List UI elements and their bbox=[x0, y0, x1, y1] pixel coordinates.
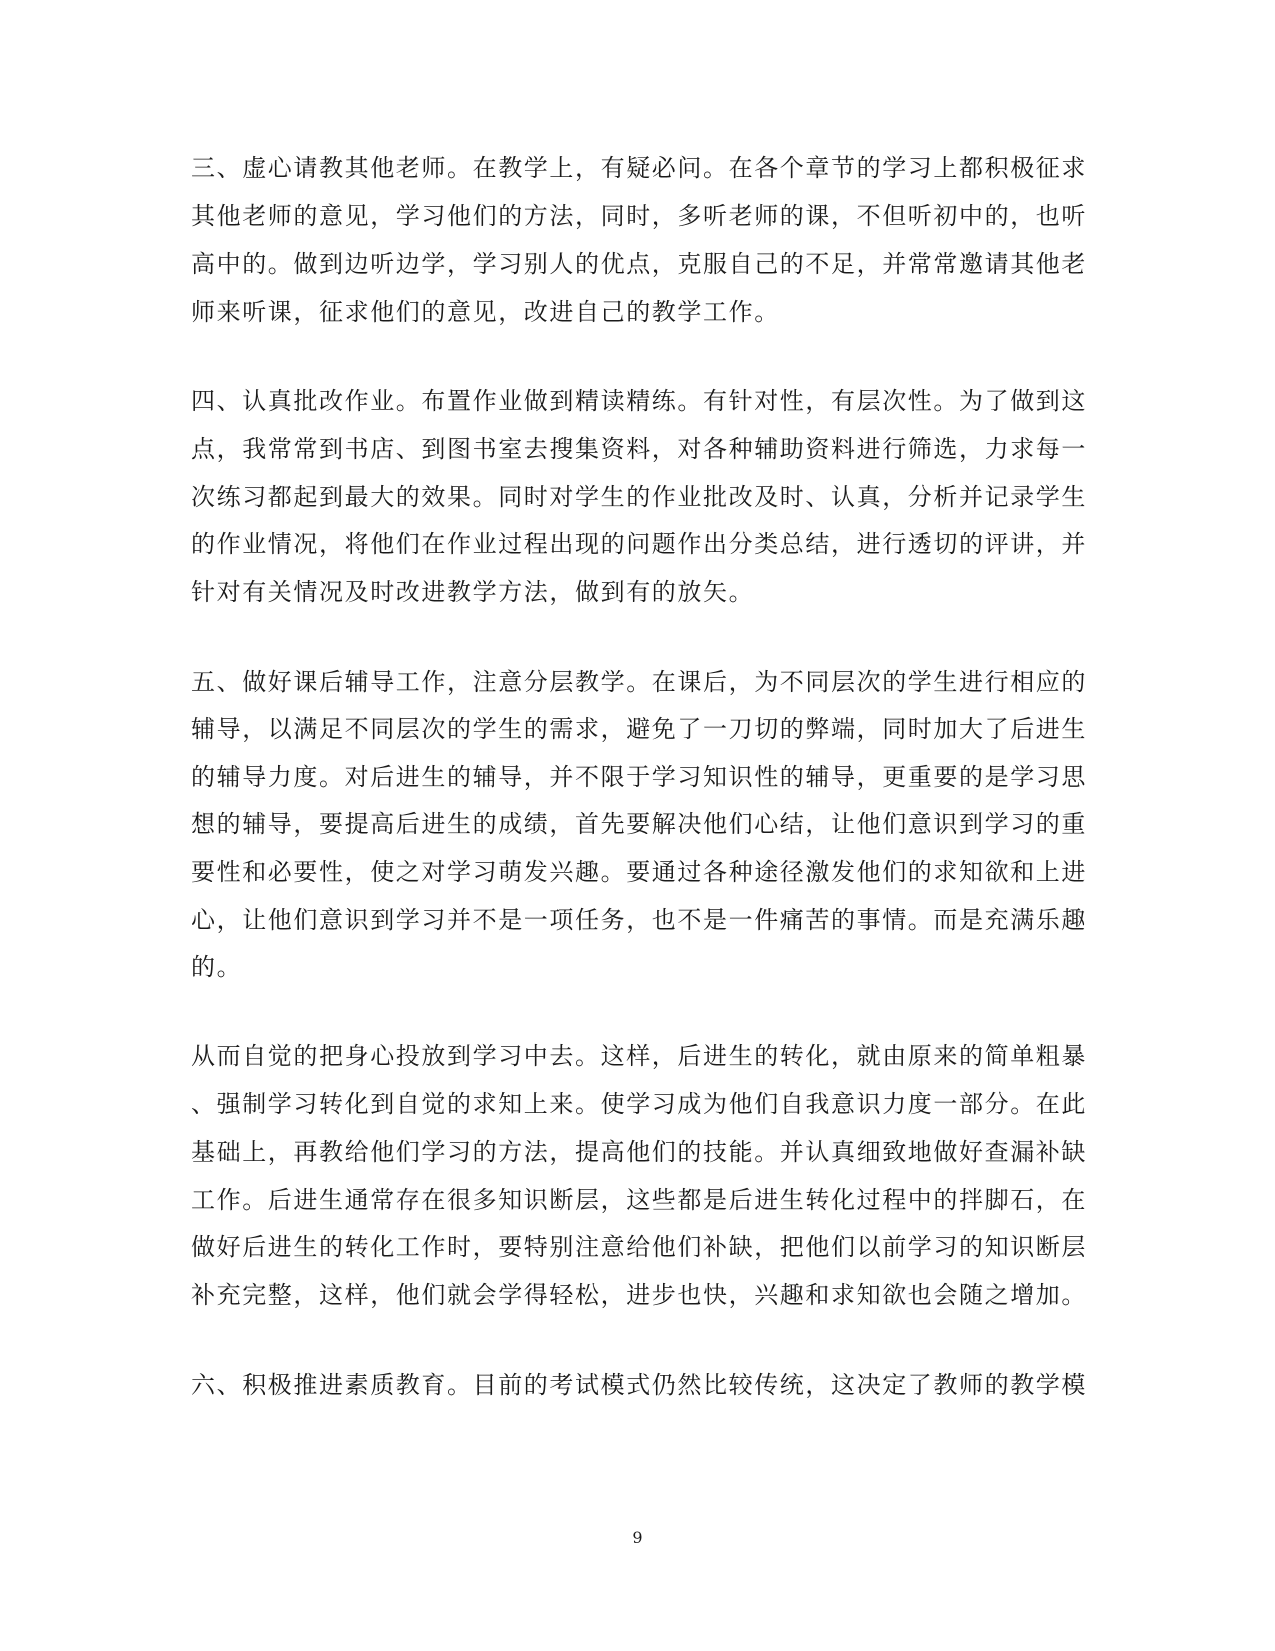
paragraph-4-line-4: 工作。后进生通常存在很多知识断层，这些都是后进生转化过程中的拌脚石，在 bbox=[191, 1186, 1087, 1214]
paragraph-5-line-1: 六、积极推进素质教育。目前的考试模式仍然比较传统，这决定了教师的教学模 bbox=[191, 1371, 1087, 1399]
paragraph-2-line-2: 点，我常常到书店、到图书室去搜集资料，对各种辅助资料进行筛选，力求每一 bbox=[191, 435, 1087, 463]
paragraph-2-line-1: 四、认真批改作业。布置作业做到精读精练。有针对性，有层次性。为了做到这 bbox=[191, 387, 1087, 415]
paragraph-1-line-2: 其他老师的意见，学习他们的方法，同时，多听老师的课，不但听初中的，也听 bbox=[191, 202, 1087, 230]
paragraph-3-line-1: 五、做好课后辅导工作，注意分层教学。在课后，为不同层次的学生进行相应的 bbox=[191, 668, 1087, 696]
paragraph-4-line-6: 补充完整，这样，他们就会学得轻松，进步也快，兴趣和求知欲也会随之增加。 bbox=[191, 1281, 1087, 1309]
paragraph-4-line-1: 从而自觉的把身心投放到学习中去。这样，后进生的转化，就由原来的简单粗暴 bbox=[191, 1042, 1087, 1070]
paragraph-4-line-3: 基础上，再教给他们学习的方法，提高他们的技能。并认真细致地做好查漏补缺 bbox=[191, 1138, 1087, 1166]
paragraph-4-line-5: 做好后进生的转化工作时，要特别注意给他们补缺，把他们以前学习的知识断层 bbox=[191, 1233, 1087, 1261]
paragraph-3-line-4: 想的辅导，要提高后进生的成绩，首先要解决他们心结，让他们意识到学习的重 bbox=[191, 810, 1087, 838]
paragraph-3-line-5: 要性和必要性，使之对学习萌发兴趣。要通过各种途径激发他们的求知欲和上进 bbox=[191, 858, 1087, 886]
paragraph-2-line-4: 的作业情况，将他们在作业过程出现的问题作出分类总结，进行透切的评讲，并 bbox=[191, 530, 1087, 558]
paragraph-3-line-6: 心，让他们意识到学习并不是一项任务，也不是一件痛苦的事情。而是充满乐趣 bbox=[191, 906, 1087, 934]
paragraph-1-line-3: 高中的。做到边听边学，学习别人的优点，克服自己的不足，并常常邀请其他老 bbox=[191, 250, 1087, 278]
paragraph-1-line-1: 三、虚心请教其他老师。在教学上，有疑必问。在各个章节的学习上都积极征求 bbox=[191, 154, 1087, 182]
paragraph-3-line-2: 辅导，以满足不同层次的学生的需求，避免了一刀切的弊端，同时加大了后进生 bbox=[191, 715, 1087, 743]
paragraph-1-line-4: 师来听课，征求他们的意见，改进自己的教学工作。 bbox=[191, 298, 780, 326]
paragraph-3-line-7: 的。 bbox=[191, 953, 243, 981]
page-number: 9 bbox=[632, 1528, 643, 1547]
paragraph-2-line-3: 次练习都起到最大的效果。同时对学生的作业批改及时、认真，分析并记录学生 bbox=[191, 483, 1087, 511]
paragraph-4-line-2: 、强制学习转化到自觉的求知上来。使学习成为他们自我意识力度一部分。在此 bbox=[191, 1090, 1087, 1118]
paragraph-3-line-3: 的辅导力度。对后进生的辅导，并不限于学习知识性的辅导，更重要的是学习思 bbox=[191, 763, 1087, 791]
paragraph-2-line-5: 针对有关情况及时改进教学方法，做到有的放矢。 bbox=[191, 578, 755, 606]
